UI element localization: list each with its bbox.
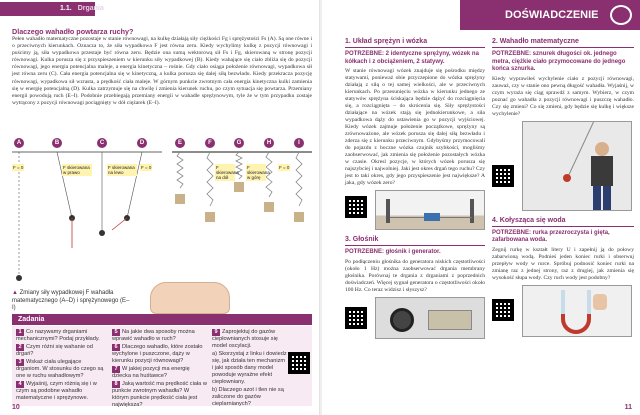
- body-text: Pełen wahadło matematyczne pozostaje w stanie równowagi, na kulkę działają siły ciężkości Fg i sprężystości Fs (A). Są one równe i o przeciwnych kierunkach. Oznacza to, że siła wypadkowa F jest równa zeru. Kiedy wychylimy kulkę z pozycji równowagi i puścimy ją, siła wypadkowa przestaje być równa zeru. Będzie ona sumą wektorową sił Fs i Fg, skierowaną w stronę pozycji równowagi. Kulka porusza się z przyspieszeniem w kierunku siły wypadkowej (B). Kiedy wahające się ciało zbliża się do pozycji równowagi, jego energia potencjalna maleje, a energia kinetyczna – rośnie. Gdy ciało osiąga położenie równowagi, wypadkowa sił jest równa zeru (C). Cała energia potencjalna się w kinetyczną, a kulka porusza się dalej siłą bezwładu. Kiedy przekracza pozycję równowagi, wypadkowa sił wzrasta, a prędkość ciała maleje. W górnym punkcie zwrotnym cała energia kinetyczna kulki zamienia się w energię potencjalną (D). Kulka zatrzymuje się na chwilę i zmienia kierunek ruchu, po czym sytuacja się powtarza. Przemiany energii powodują ruch (E–I). Podobnie przebiegają przemiany energii w wahadle sprężynowym, tyle że w tym przypadku zostaje wytrącony z pozycji równowagi pociągnięty w dół ciężarek (E–I).: [12, 36, 312, 106]
- page-number-left: 10: [12, 404, 20, 411]
- diagram-label: B: [52, 138, 62, 148]
- section-title: 3. Głośnik: [345, 236, 485, 246]
- force-label: F = 0: [141, 165, 152, 170]
- section-title: 1. Układ sprężyn i wózka: [345, 38, 485, 48]
- chapter-number: 1.1.: [60, 5, 72, 12]
- tasks-title: Zadania: [12, 314, 312, 325]
- section-text: Zegnij rurkę w kształt litery U i zapełnij ją do połowy zabarwioną wodą. Podnieś jeden koniec rurki i obserwuj przepływ wody w rurce. Spróbuj podnosić koniec rurki na zmianę raz z jednej strony, raz z drugiej, jak zmienia się wysokość słupa wody. Czy ruch wody jest podobny?: [492, 246, 634, 281]
- u-tube-photo: [522, 285, 632, 337]
- speaker-photo: [375, 297, 485, 339]
- task-item: 5 Na jakie dwa sposoby można wprawić wahadło w ruch?: [112, 329, 195, 342]
- force-label: F skierowana w górę: [247, 165, 270, 180]
- force-label: F skierowana na dół: [216, 165, 239, 180]
- header-title: DOŚWIADCZENIE: [505, 9, 599, 21]
- tasks-box: [12, 326, 312, 406]
- qr-code-icon[interactable]: [345, 196, 367, 218]
- chapter-title: Drgania: [77, 5, 104, 12]
- diagram-label: F: [205, 138, 215, 148]
- force-label: F = 0: [13, 165, 24, 170]
- materials-text: POTRZEBNE: sznurek długości ok. jednego metra, ciężkie ciało przymocowane do jednego końca sznurka.: [492, 51, 626, 72]
- task-item: 7 W jakiej pozycji ma energię dziecka na huśtawce?: [112, 366, 190, 379]
- question-title: Dlaczego wahadło powtarza ruchy?: [12, 27, 134, 36]
- task-item: a) Skorzystaj z linku i dowiedz się, jak działa ten mechanizm i jaki sposób dany model powoduje wyraźne efekt ciepłowniany.: [212, 351, 287, 385]
- page-number-right: 11: [624, 404, 632, 411]
- diagram-label: I: [294, 138, 304, 148]
- task-item: 3 Wskaż ciała ulegające drganiom. W stosunku do czego są one w ruchu wahadłowym?: [16, 359, 104, 379]
- section-text: Kiedy wyprawiłeś wychylenie ciało z pozycji równowagi, zauważ, czy w stanie ono pewną długość wahadła. Wyjaśnij, w czym wyraża się ciąg sprawdź z samym. Wybierz, w czym poznać go wahadła z pozycji równowagi i puszczę wahadło. Czy się zmieni? Co się zmieni, gdy będzie się kulkę i większe wychylenie?: [492, 75, 634, 117]
- qr-code-icon[interactable]: [288, 352, 310, 374]
- task-item: b) Dlaczego azot i tlen nie są zaliczone do gazów cieplarnianych?: [212, 387, 284, 407]
- task-item: 8 Jaką wartość ma prędkość ciała w punkcie zwrotnym wahadła? W którym punkcie prędkość ciała jest największa?: [112, 381, 207, 408]
- diagram-drawing: [12, 138, 312, 286]
- experiment-column-1: [345, 38, 485, 339]
- task-item: 1 Co nazywamy drganiami mechanicznymi? Podaj przykłady.: [16, 329, 100, 342]
- materials-text: POTRZEBNE: głośnik i generator.: [345, 249, 441, 255]
- section-text: W stanie równowagi wózek znajduje się pośrodku między statywami, ponieważ obie przyczepione do wózka sprężyny działają z siłą o tej samej wielkości, ale w przeciwnych kierunkach. Po przesunięciu wózka w kierunku jednego ze statywów sprężyna ściskająca będzie dążyć do rozciągnięcia się, a rozciągnięta – do skrócenia się. Siły sprężystości działające na wózek stają się jednokierunkowe, a siła wypadkowa dąży do ustawienia go w pozycji wyjściowej. Kiedy wózek zajmuje położenie początkowe, sprężyny są zrównoważone, ale wózek porusza się dalej siłą bezwładu i zderza się z kierunku przeciwnym. Gdybyśmy przymocowali do pojazdu z boczne wózka czujnik szybkości, mogliśmy zaobserwować, jak zmienia się położenie pozostałych wózka w czasie. Okresl pozycje, w których wózek porusza się najszybciej i najwolniej. Jaki jest okres drgań tego ruchu? Czy jest to taki okres, gdy jego przyspieszenie jest największe? A jaka, gdy wózek zero?: [345, 68, 485, 186]
- force-label: F = 0: [279, 165, 290, 170]
- task-item: 4 Wyjaśnij, czym różnią się i w czym są podobne wahadło matematyczne i sprężynowe.: [16, 381, 97, 401]
- experiment-column-2: [492, 38, 634, 337]
- pendulum-diagram: [12, 138, 312, 286]
- figure-caption: [12, 290, 132, 313]
- caption-text: Zmiany siły wypadkowej F wahadła matematycznego (A–D) i sprężynowego (E–I): [12, 290, 130, 311]
- section-title: 2. Wahadło matematyczne: [492, 38, 634, 48]
- qr-code-icon[interactable]: [492, 165, 514, 187]
- section-text: Po podłączeniu głośnika do generatora niskich częstotliwości (około 1 Hz) można zaobserwować drgania membrany głośnika. Porównaj te drgania z drganiami z poprzednich doświadczeń. Więcej sygnał generatora o częstotliwości około 100 Hz. Co teraz widzisz i słyszysz?: [345, 258, 485, 293]
- task-item: 6 Dlaczego wahadło, które zostało wychylone i puszczone, dąży w kierunku pozycji równowagi?: [112, 344, 203, 364]
- diagram-label: D: [137, 138, 147, 148]
- diagram-label: H: [264, 138, 274, 148]
- task-item: 2 Czym różni się wahanie od drgań?: [16, 344, 93, 357]
- diagram-label: C: [97, 138, 107, 148]
- chapter-tab: [0, 2, 104, 16]
- diagram-label: A: [14, 138, 24, 148]
- diagram-label: E: [175, 138, 185, 148]
- hand-illustration: [150, 282, 230, 314]
- materials-text: POTRZEBNE: rurka przezroczysta i gięta, zafarbowana woda.: [492, 229, 610, 243]
- microscope-icon: [610, 5, 632, 25]
- task-item: 9 Zaprojektuj do gazów ciepłownianych stosuje się model oscylacji.: [212, 329, 278, 349]
- cart-spring-photo: [375, 190, 485, 230]
- warning-icon: ▲: [12, 290, 18, 296]
- experiment-header: [460, 0, 640, 30]
- materials-text: POTRZEBNE: 2 identyczne sprężyny, wózek na kółkach i z obciążeniem, 2 statywy.: [345, 51, 479, 65]
- section-title: 4. Kołysząca się woda: [492, 217, 634, 227]
- force-label: F skierowana na lewo: [107, 164, 137, 176]
- pendulum-photo: [522, 121, 632, 211]
- diagram-label: G: [234, 138, 244, 148]
- qr-code-icon[interactable]: [492, 299, 514, 321]
- qr-code-icon[interactable]: [345, 307, 367, 329]
- force-label: F skierowana w prawo: [62, 164, 92, 176]
